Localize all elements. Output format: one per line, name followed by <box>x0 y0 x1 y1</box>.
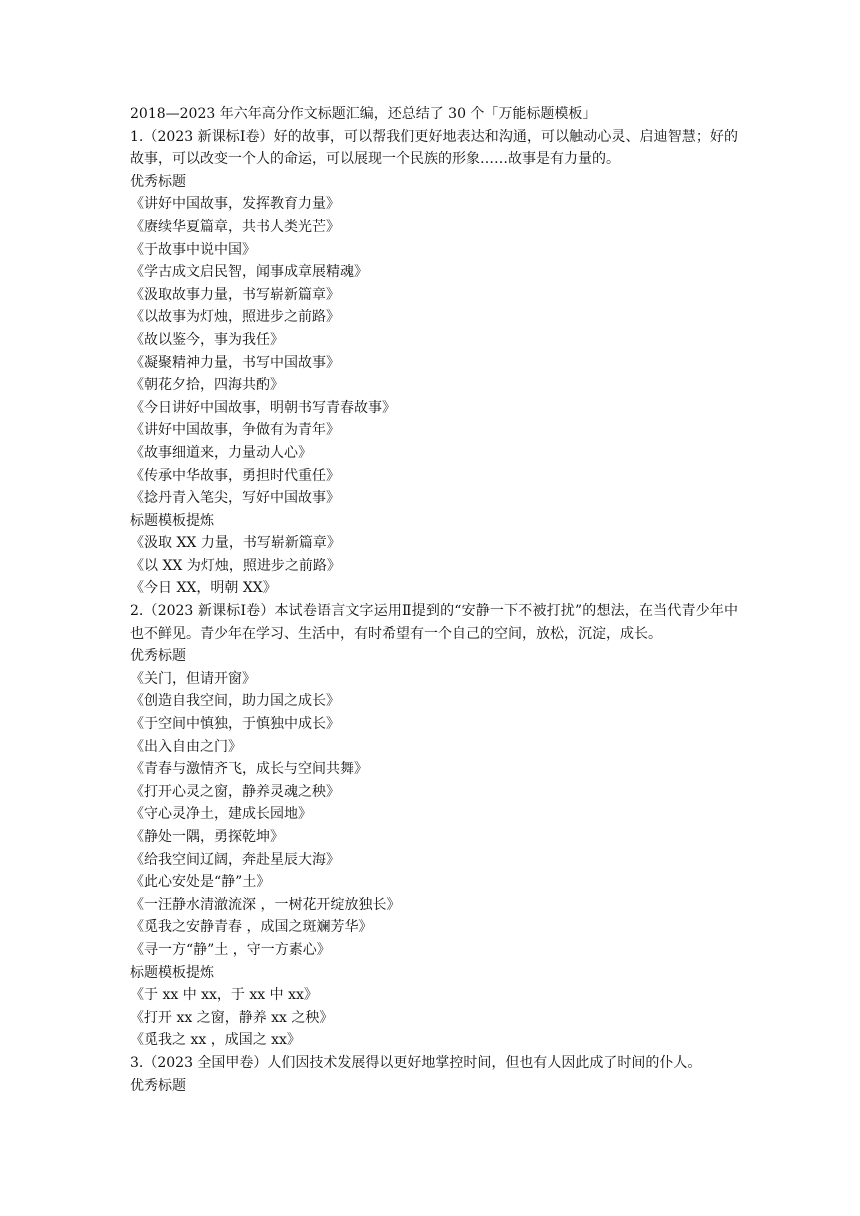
section-3-excellent-heading: 优秀标题 <box>130 1077 186 1094</box>
section-2-template-item: 《觅我之 xx ，成国之 xx》 <box>130 1032 301 1049</box>
section-1-template-heading: 标题模板提炼 <box>130 512 214 529</box>
section-1-template-item: 《汲取 XX 力量，书写崭新篇章》 <box>130 535 341 552</box>
section-1-title-item: 《以故事为灯烛，照进步之前路》 <box>130 309 340 326</box>
section-2-template-item: 《于 xx 中 xx，于 xx 中 xx》 <box>130 987 318 1004</box>
section-2-title-item: 《于空间中慎独，于慎独中成长》 <box>130 716 340 733</box>
section-2-title-item: 《打开心灵之窗，静养灵魂之秧》 <box>130 783 340 800</box>
document-title: 2018—2023 年六年高分作文标题汇编，还总结了 30 个「万能标题模板」 <box>130 106 597 122</box>
section-2-prompt: 2.（2023 新课标Ⅰ卷）本试卷语言文字运用Ⅱ提到的“安静一下不被打扰”的想法，在当代青少年中也不鲜见。青少年在学习、生活中，有时希望有一个自己的空间，放松，沉淀，成长。 <box>130 603 738 642</box>
section-2-title-item: 《守心灵净土，建成长园地》 <box>130 806 312 823</box>
section-1-title-item: 《凝聚精神力量，书写中国故事》 <box>130 354 340 371</box>
section-1-title-item: 《捻丹青入笔尖，写好中国故事》 <box>130 490 340 507</box>
section-2-title-item: 《一汪静水清澈流深 ，一树花开绽放独长》 <box>130 896 401 913</box>
section-1-template-item: 《以 XX 为灯烛，照进步之前路》 <box>130 557 341 574</box>
section-2-title-item: 《创造自我空间，助力国之成长》 <box>130 693 340 710</box>
section-1-title-item: 《今日讲好中国故事，明朝书写青春故事》 <box>130 399 396 416</box>
section-1-title-item: 《朝花夕拾，四海共酌》 <box>130 377 284 394</box>
section-2-title-item: 《给我空间辽阔，奔赴星辰大海》 <box>130 851 340 868</box>
section-2-title-item: 《出入自由之门》 <box>130 738 242 755</box>
section-2-title-item: 《寻一方“静”土 ，守一方素心》 <box>130 941 331 958</box>
section-1-title-item: 《赓续华夏篇章，共书人类光芒》 <box>130 218 340 235</box>
section-1-title-item: 《于故事中说中国》 <box>130 241 256 258</box>
section-2-template-item: 《打开 xx 之窗，静养 xx 之秧》 <box>130 1009 334 1026</box>
section-2-excellent-heading: 优秀标题 <box>130 648 186 665</box>
section-2-title-item: 《静处一隅，勇探乾坤》 <box>130 829 284 845</box>
section-1-title-item: 《故事细道来，力量动人心》 <box>130 444 312 461</box>
section-2-title-item: 《关门，但请开窗》 <box>130 670 256 687</box>
section-2-title-item: 《觅我之安静青春 ，成国之斑斓芳华》 <box>130 919 373 936</box>
document-page <box>130 103 738 1097</box>
section-1-title-item: 《学古成文启民智，闻事成章展精魂》 <box>130 264 368 281</box>
section-1-prompt: 1.（2023 新课标Ⅰ卷）好的故事，可以帮我们更好地表达和沟通，可以触动心灵、启迪智慧；好的故事，可以改变一个人的命运，可以展现一个民族的形象……故事是有力量的。 <box>130 128 738 168</box>
section-1-excellent-heading: 优秀标题 <box>130 173 186 190</box>
section-1-title-item: 《故以鉴今，事为我任》 <box>130 331 284 348</box>
section-2-title-item: 《此心安处是“静”土》 <box>130 874 271 891</box>
section-2-title-item: 《青春与激情齐飞，成长与空间共舞》 <box>130 761 368 778</box>
section-2-template-heading: 标题模板提炼 <box>130 964 214 981</box>
section-1-title-item: 《传承中华故事，勇担时代重任》 <box>130 467 340 484</box>
section-1-template-item: 《今日 XX，明朝 XX》 <box>130 580 277 597</box>
section-1-title-item: 《讲好中国故事，争做有为青年》 <box>130 422 340 439</box>
section-1-title-item: 《讲好中国故事，发挥教育力量》 <box>130 196 340 213</box>
section-3-prompt: 3.（2023 全国甲卷）人们因技术发展得以更好地掌控时间，但也有人因此成了时间的仆人。 <box>130 1054 702 1071</box>
section-1-title-item: 《汲取故事力量，书写崭新篇章》 <box>130 286 340 303</box>
